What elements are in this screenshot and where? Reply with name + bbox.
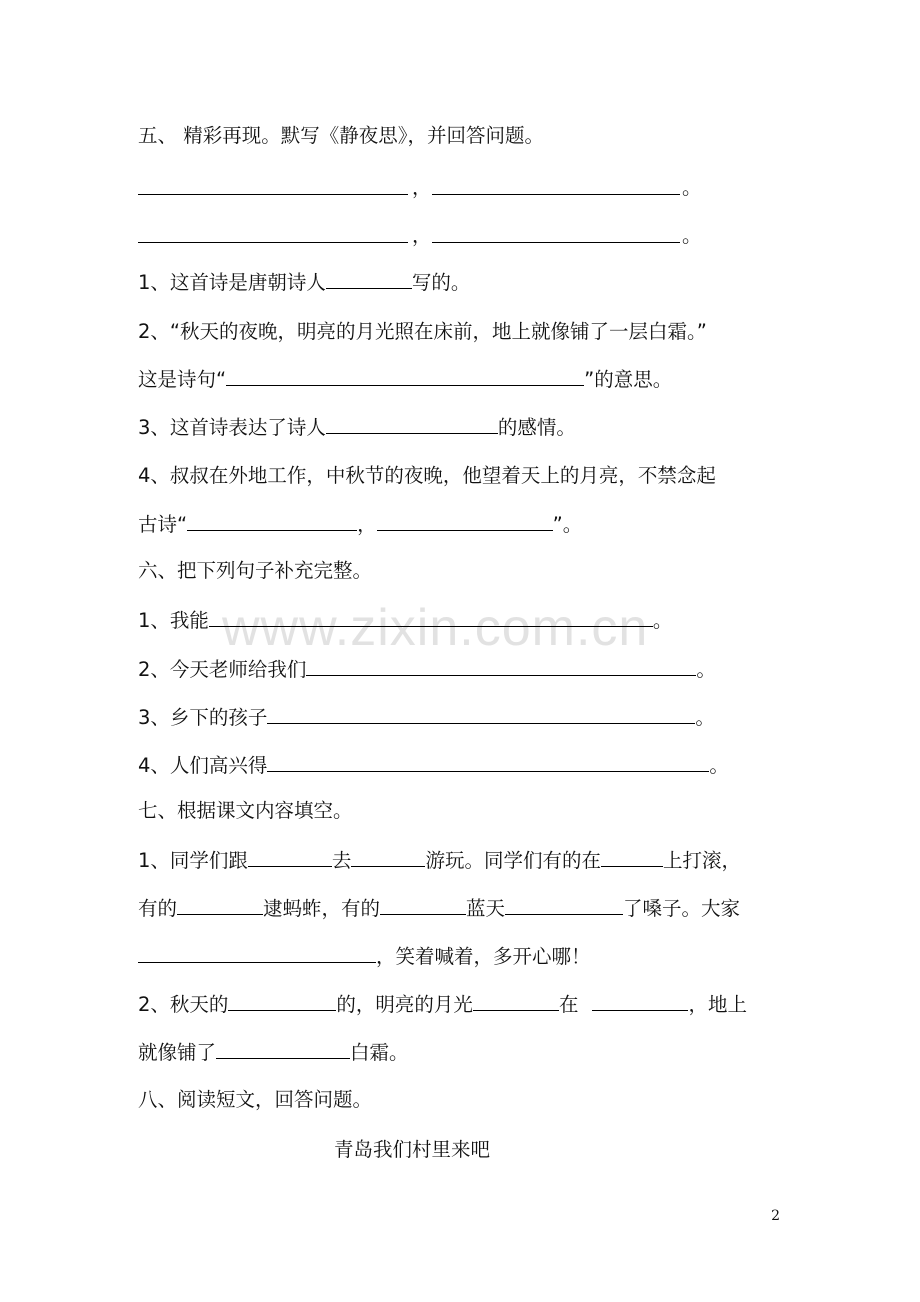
sentence-3-prefix: 3、乡下的孩子: [138, 706, 268, 729]
blank[interactable]: [601, 846, 663, 867]
text: 就像铺了: [138, 1041, 217, 1064]
question-1-prefix: 1、这首诗是唐朝诗人: [138, 271, 326, 294]
poem-line-4-blank[interactable]: [432, 242, 680, 243]
page-number: 2: [771, 1208, 780, 1224]
blank[interactable]: [351, 846, 425, 867]
blank[interactable]: [592, 990, 688, 1011]
sentence-2-blank[interactable]: [306, 655, 696, 676]
period: 。: [709, 754, 729, 777]
fill-line-1: [138, 846, 741, 875]
sentence-4-prefix: 4、人们高兴得: [138, 754, 268, 777]
sentence-1-prefix: 1、我能: [138, 609, 209, 632]
text: 上打滚，: [662, 849, 741, 872]
text: 在: [558, 993, 579, 1016]
period: 。: [682, 224, 702, 247]
blank[interactable]: [380, 894, 466, 915]
text: 白霜。: [350, 1041, 409, 1064]
text: 蓝天: [466, 897, 506, 920]
text: 2、秋天的: [138, 993, 229, 1016]
watermark: www.zixin.com.cn: [222, 599, 649, 657]
question-2-line-2: [138, 365, 672, 394]
fill-line-4: [138, 990, 747, 1019]
text: ，笑着喊着，多开心哪！: [376, 945, 591, 968]
blank[interactable]: [473, 990, 559, 1011]
period: 。: [695, 706, 715, 729]
period: 。: [652, 609, 673, 632]
poet-blank[interactable]: [326, 268, 412, 289]
sentence-2-prefix: 2、今天老师给我们: [138, 658, 307, 681]
verse-blank-1[interactable]: [187, 510, 357, 531]
text: 1、同学们跟: [138, 849, 248, 872]
text: 的，明亮的月光: [336, 993, 473, 1016]
question-4-prefix: 古诗“: [138, 513, 188, 536]
section-5-heading: 五、 精彩再现。默写《静夜思》，并回答问题。: [138, 124, 544, 147]
question-3-prefix: 3、这首诗表达了诗人: [138, 416, 326, 439]
question-4-comma: ，: [357, 513, 377, 536]
question-4-line-2: [138, 510, 582, 539]
fill-line-2: [138, 894, 740, 923]
text: ，地上: [688, 993, 747, 1016]
blank[interactable]: [138, 942, 376, 963]
question-2-suffix: ”的意思。: [584, 368, 673, 391]
sentence-4-blank[interactable]: [267, 751, 709, 772]
blank[interactable]: [216, 1038, 350, 1059]
poem-line-1-blank[interactable]: [138, 194, 408, 195]
comma: ，: [412, 176, 432, 199]
question-3: [138, 413, 576, 442]
text: 游玩。同学们有的在: [425, 849, 601, 872]
blank[interactable]: [505, 894, 623, 915]
poem-verse-blank[interactable]: [226, 365, 584, 386]
section-7-heading: 七、根据课文内容填空。: [138, 799, 353, 822]
question-4-line-1: 4、叔叔在外地工作，中秋节的夜晚，他望着天上的月亮，不禁念起: [138, 464, 716, 487]
sentence-1-blank[interactable]: [209, 606, 653, 627]
period: 。: [696, 658, 716, 681]
question-1: [138, 268, 470, 297]
question-3-suffix: 的感情。: [497, 416, 576, 439]
question-4-suffix: ”。: [552, 513, 583, 536]
text: 有的: [138, 897, 178, 920]
period: 。: [682, 176, 702, 199]
fill-line-5: [138, 1038, 409, 1067]
fill-line-3: [138, 942, 591, 971]
text: 了嗓子。大家: [623, 897, 741, 920]
sentence-3-blank[interactable]: [267, 703, 695, 724]
verse-blank-2[interactable]: [377, 510, 553, 531]
sentence-2: [138, 655, 716, 684]
question-2-line-1: 2、“秋天的夜晚，明亮的月光照在床前，地上就像铺了一层白霜。”: [138, 320, 707, 343]
poem-line-2-blank[interactable]: [432, 194, 680, 195]
section-6-heading: 六、把下列句子补充完整。: [138, 559, 373, 582]
section-8-heading: 八、阅读短文，回答问题。: [138, 1088, 373, 1111]
comma: ，: [412, 224, 432, 247]
sentence-1: [138, 606, 672, 635]
poem-line-3-blank[interactable]: [138, 242, 408, 243]
passage-title: 青岛我们村里来吧: [334, 1138, 491, 1161]
sentence-4: [138, 751, 729, 780]
sentence-3: [138, 703, 715, 732]
text: 去: [331, 849, 352, 872]
blank[interactable]: [248, 846, 332, 867]
feeling-blank[interactable]: [326, 413, 498, 434]
question-1-suffix: 写的。: [411, 271, 471, 294]
question-2-prefix: 这是诗句“: [138, 368, 227, 391]
blank[interactable]: [228, 990, 336, 1011]
blank[interactable]: [177, 894, 263, 915]
text: 逮蚂蚱，有的: [263, 897, 381, 920]
